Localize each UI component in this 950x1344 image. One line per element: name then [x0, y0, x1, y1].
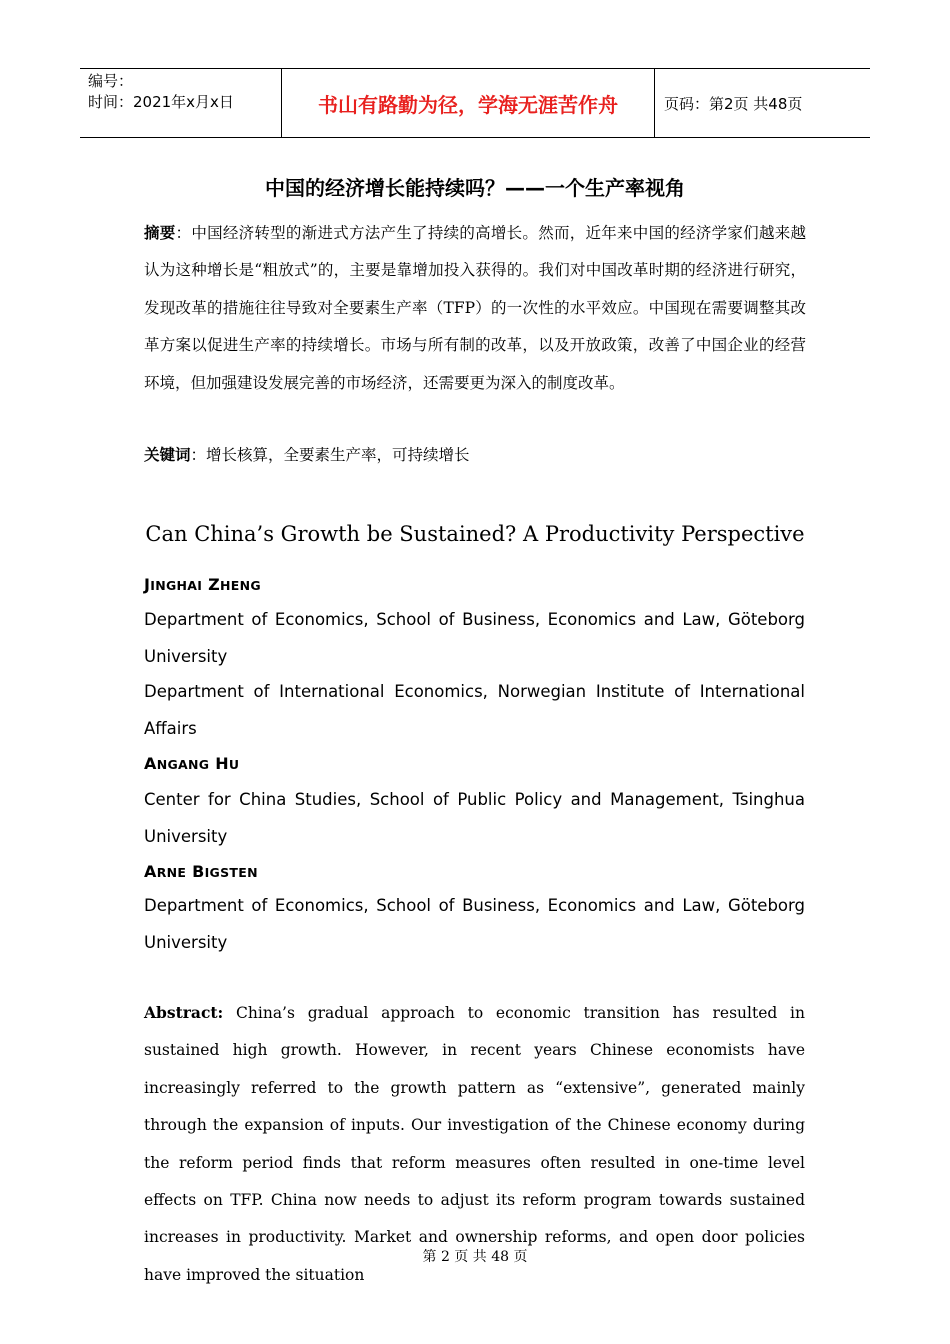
zh-title: 中国的经济增长能持续吗？——一个生产率视角 — [265, 176, 685, 200]
zh-keywords — [144, 438, 470, 472]
header-page-info: 页码：第2页 共48页 — [664, 94, 803, 113]
zh-abstract — [144, 215, 806, 402]
header-motto: 书山有路勤为径，学海无涯苦作舟 — [318, 92, 618, 117]
header-meta — [88, 71, 280, 113]
author-name: JINGHAI ZHENG — [144, 575, 261, 594]
author-affiliation: Department of Economics, School of Business, Economics and Law, Göteborg University — [144, 610, 805, 666]
author-affiliation: Department of International Economics, Norwegian Institute of International Affairs — [144, 682, 805, 738]
zh-abstract-text: ：中国经济转型的渐进式方法产生了持续的高增长。然而，近年来中国的经济学家们越来越认为这种增长是“粗放式”的，主要是靠增加投入获得的。我们对中国改革时期的经济进行研究，发现改革的措施往往导致对全要素生产率（TFP）的一次性的水平效应。中国现在需要调整其改革方案以促进生产率的持续增长。市场与所有制的改革，以及开放政策，改善了中国企业的经营环境，但加强建设发展完善的市场经济，还需要更为深入的制度改革。 — [144, 224, 806, 392]
en-title: Can China’s Growth be Sustained? A Productivity Perspective — [145, 522, 805, 546]
en-abstract-label: Abstract: — [144, 1003, 224, 1022]
author-name: ANGANG HU — [144, 754, 240, 773]
header-date-label: 时间：2021年x月x日 — [88, 93, 234, 111]
author-name: ARNE BIGSTEN — [144, 862, 258, 881]
author-affiliation: Center for China Studies, School of Public Policy and Management, Tsinghua University — [144, 790, 805, 846]
author-affiliation: Department of Economics, School of Business, Economics and Law, Göteborg University — [144, 896, 805, 952]
zh-keywords-text: ：增长核算，全要素生产率，可持续增长 — [190, 446, 470, 464]
zh-abstract-label: 摘要 — [144, 224, 176, 242]
zh-keywords-label: 关键词 — [144, 446, 191, 464]
header-number-label: 编号： — [88, 72, 134, 90]
page-footer: 第 2 页 共 48 页 — [422, 1249, 528, 1265]
header-divider — [654, 69, 655, 137]
page-header — [80, 68, 870, 138]
en-abstract-text: China’s gradual approach to economic transition has resulted in sustained high growth. However, in recent years Chinese economists have increasingly referred to the growth pattern as “extensive”, generated mainly through the expansion of inputs. Our investigation of the Chinese economy during the reform period finds that reform measures often resulted in one-time level effects on TFP. China now needs to adjust its reform program towards sustained increases in productivity. Market and ownership reforms, and open door policies have improved the situation — [144, 1004, 805, 1284]
